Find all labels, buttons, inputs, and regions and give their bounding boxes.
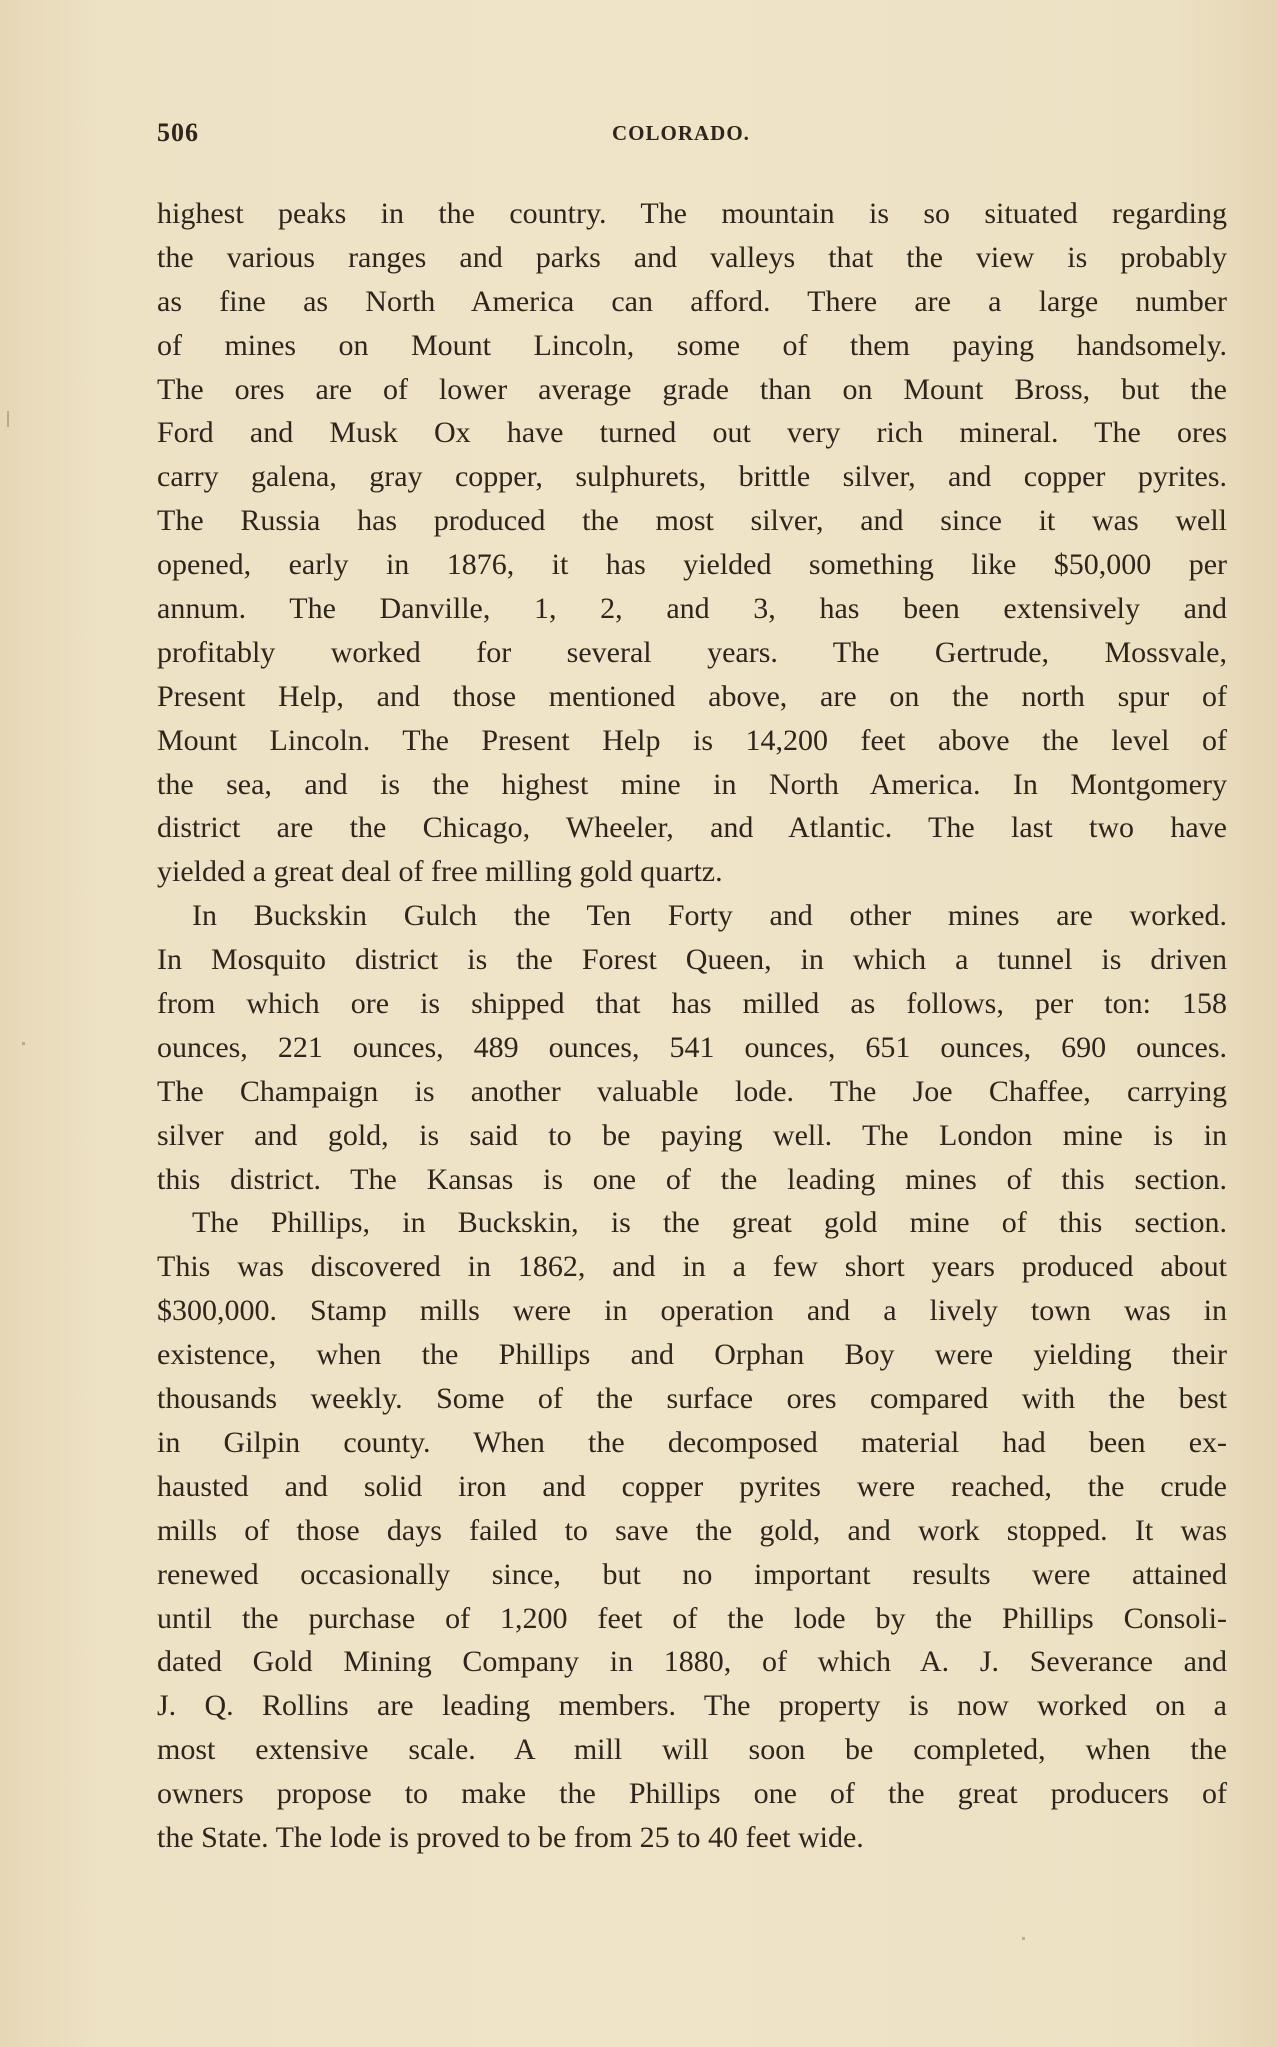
text-line: of mines on Mount Lincoln, some of them paying handsomely.: [157, 328, 1227, 362]
text-line: from which ore is shipped that has milled as follows, per ton: 158: [157, 987, 1227, 1021]
text-line: The Champaign is another valuable lode. The Joe Chaffee, carrying: [157, 1074, 1227, 1108]
text-line: In Mosquito district is the Forest Queen, in which a tunnel is driven: [157, 943, 1227, 977]
text-line: The Phillips, in Buckskin, is the great gold mine of this section.: [192, 1206, 1227, 1240]
running-title: COLORADO.: [612, 121, 750, 145]
text-line: The Russia has produced the most silver, and since it was well: [157, 504, 1227, 538]
page-number: 506: [157, 118, 199, 147]
text-line: ounces, 221 ounces, 489 ounces, 541 ounces, 651 ounces, 690 ounces.: [157, 1030, 1227, 1064]
text-line: Present Help, and those mentioned above, are on the north spur of: [157, 679, 1227, 713]
text-line: In Buckskin Gulch the Ten Forty and other mines are worked.: [192, 899, 1227, 933]
text-line: silver and gold, is said to be paying well. The London mine is in: [157, 1118, 1227, 1152]
text-line: thousands weekly. Some of the surface ores compared with the best: [157, 1382, 1227, 1416]
text-line: dated Gold Mining Company in 1880, of which A. J. Severance and: [157, 1645, 1227, 1679]
text-line: annum. The Danville, 1, 2, and 3, has been extensively and: [157, 592, 1227, 626]
text-line: Ford and Musk Ox have turned out very rich mineral. The ores: [157, 416, 1227, 450]
text-line: J. Q. Rollins are leading members. The property is now worked on a: [157, 1689, 1227, 1723]
text-line: Mount Lincoln. The Present Help is 14,200 feet above the level of: [157, 723, 1227, 757]
text-line: in Gilpin county. When the decomposed material had been ex-: [157, 1425, 1227, 1459]
text-line: this district. The Kansas is one of the leading mines of this section.: [157, 1162, 1227, 1196]
text-line: mills of those days failed to save the gold, and work stopped. It was: [157, 1513, 1227, 1547]
margin-mark: [7, 411, 9, 427]
text-line: the various ranges and parks and valleys that the view is probably: [157, 240, 1227, 274]
text-line: until the purchase of 1,200 feet of the lode by the Phillips Consoli-: [157, 1601, 1227, 1635]
text-line: highest peaks in the country. The mountain is so situated regarding: [157, 197, 1227, 230]
margin-mark: [1022, 1937, 1025, 1940]
text-line: profitably worked for several years. The Gertrude, Mossvale,: [157, 635, 1227, 669]
text-line: existence, when the Phillips and Orphan Boy were yielding their: [157, 1338, 1227, 1372]
text-line: the State. The lode is proved to be from 25 to 40 feet wide.: [157, 1820, 864, 1854]
text-line: owners propose to make the Phillips one of the great producers of: [157, 1777, 1227, 1811]
text-line: the sea, and is the highest mine in North America. In Montgomery: [157, 767, 1227, 801]
body-text: [157, 192, 1227, 1860]
text-line: yielded a great deal of free milling gold quartz.: [157, 855, 723, 889]
margin-mark: [22, 1042, 25, 1045]
text-line: The ores are of lower average grade than on Mount Bross, but the: [157, 372, 1227, 406]
text-line: hausted and solid iron and copper pyrites were reached, the crude: [157, 1469, 1227, 1503]
text-line: renewed occasionally since, but no important results were attained: [157, 1557, 1227, 1591]
text-line: as fine as North America can afford. There are a large number: [157, 284, 1227, 318]
text-line: district are the Chicago, Wheeler, and Atlantic. The last two have: [157, 811, 1227, 845]
text-line: opened, early in 1876, it has yielded something like $50,000 per: [157, 548, 1227, 582]
text-line: $300,000. Stamp mills were in operation and a lively town was in: [157, 1294, 1227, 1328]
text-line: carry galena, gray copper, sulphurets, brittle silver, and copper pyrites.: [157, 460, 1227, 494]
text-line: This was discovered in 1862, and in a few short years produced about: [157, 1250, 1227, 1284]
text-line: most extensive scale. A mill will soon be completed, when the: [157, 1733, 1227, 1767]
page-header: [157, 118, 1227, 148]
